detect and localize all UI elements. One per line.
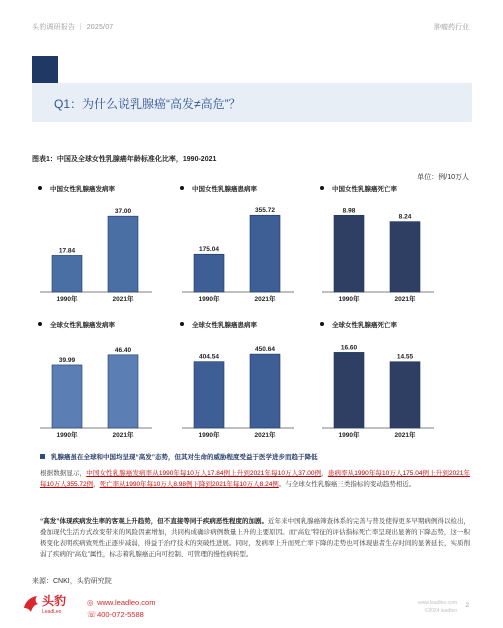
x-tick-label: 2021年 [394, 432, 416, 439]
x-tick-label: 2021年 [112, 432, 134, 439]
chart-panel-cn-incidence [34, 184, 174, 309]
bar-chart [176, 320, 316, 445]
data-label: 16.60 [340, 344, 358, 352]
page-number: 2 [465, 602, 469, 609]
x-tick-label: 2021年 [254, 296, 276, 303]
bar-2021年 [108, 216, 138, 292]
bar-chart [34, 320, 174, 445]
bar-1990年 [334, 352, 364, 428]
chart-panel-global-prevalence [176, 320, 316, 445]
x-tick-label: 1990年 [56, 296, 78, 303]
bar-1990年 [334, 215, 364, 292]
chart-title: 全球女性乳腺癌患病率 [192, 322, 257, 329]
phone-number: ☏ 400-072-5588 [87, 610, 144, 619]
data-label: 355.72 [255, 207, 275, 215]
data-label: 14.55 [396, 353, 414, 361]
data-label: 8.98 [342, 207, 356, 215]
x-tick-label: 1990年 [338, 296, 360, 303]
phone-icon: ☏ [87, 610, 97, 619]
data-label: 37.00 [114, 208, 132, 216]
x-tick-label: 1990年 [338, 432, 360, 439]
data-label: 175.04 [199, 246, 219, 254]
bar-2021年 [250, 215, 280, 292]
unit-note: 单位：例/10万人 [417, 174, 469, 181]
bar-chart [316, 320, 456, 445]
x-tick-label: 2021年 [254, 432, 276, 439]
chart-panel-global-mortality [316, 320, 456, 445]
footer-copyright: www.leadleo.com ©2024 leadleo [418, 600, 457, 614]
page-title: Q1：为什么说乳腺癌“高发≠高危”？ [54, 97, 241, 111]
paragraph-analysis: “高发”体现疾病发生率的客观上升趋势，但不直接等同于疾病恶性程度的加剧。近年来中国乳腺癌筛查体系的完善与普及使得更多早期病例得以检出，叠加现代生活方式改变带来的风险因素增加，共同构成确诊病例数量上升的主要原因。而“高危”特征的评估指标死亡率呈现出显著的下降态势，这一积极变化表明疾病致死性正逐步减弱，得益于治疗技术的突破性进展。同时，发病率上升而死亡率下降的走势也可体现患者生存时间的显著延长，实质削弱了疾病的“高危”属性，标志着乳腺癌正向可控制、可管理的慢性病转型。 [40, 518, 471, 558]
leopard-logo-icon [22, 594, 40, 614]
data-label: 39.99 [58, 356, 76, 364]
header-industry: 肿瘤药行业 [434, 24, 469, 31]
chart-panel-global-incidence [34, 320, 174, 445]
website-link[interactable]: ◎ www.leadleo.com [87, 598, 156, 607]
bar-1990年 [52, 255, 82, 292]
bar-2021年 [108, 355, 138, 428]
x-tick-label: 1990年 [56, 432, 78, 439]
bar-chart [34, 184, 174, 309]
source-note: 来源：CNKI，头豹研究院 [32, 578, 112, 585]
bar-1990年 [194, 254, 224, 292]
bar-chart [316, 184, 456, 309]
bar-2021年 [390, 362, 420, 428]
leadleo-logo: 头豹 LeadLeo [22, 592, 82, 622]
bar-2021年 [250, 354, 280, 428]
x-tick-label: 1990年 [198, 296, 220, 303]
contact-info [87, 597, 155, 621]
section-heading: 乳腺癌虽在全球和中国均呈现“高发”态势，但其对生命的威胁程度受益于医学进步而趋于降低 [40, 452, 318, 461]
bar-2021年 [390, 222, 420, 292]
chart-panel-cn-prevalence [176, 184, 316, 309]
chart-title: 中国女性乳腺癌发病率 [50, 186, 115, 193]
paragraph-data-summary: 根据数据显示，中国女性乳腺癌发病率从1990年每10万人17.84例上升到2021年每10万人37.00例，患病率从1990年每10万人175.04例上升到2021年每10万人355.72例，死亡率从1990年每10万人8.98例下降到2021年每10万人8.24例。与全球女性乳腺癌三类指标的变动趋势相近。 [40, 470, 471, 488]
chart-title: 中国女性乳腺癌患病率 [192, 186, 257, 193]
figure-title: 图表1：中国及全球女性乳腺癌年龄标准化比率，1990-2021 [32, 156, 217, 163]
header-breadcrumb: 头豹调研报告 ｜ 2025/07 [32, 24, 114, 31]
x-tick-label: 1990年 [198, 432, 220, 439]
globe-icon: ◎ [87, 598, 94, 607]
chart-title: 中国女性乳腺癌死亡率 [332, 186, 397, 193]
title-accent-block [32, 56, 58, 83]
x-tick-label: 2021年 [112, 296, 134, 303]
data-label: 17.84 [58, 247, 76, 255]
chart-panel-cn-mortality [316, 184, 456, 309]
bar-chart [176, 184, 316, 309]
bar-1990年 [194, 362, 224, 428]
bar-1990年 [52, 365, 82, 428]
chart-title: 全球女性乳腺癌发病率 [50, 322, 115, 329]
chart-title: 全球女性乳腺癌死亡率 [332, 322, 397, 329]
data-label: 46.40 [114, 346, 132, 354]
data-label: 404.54 [199, 353, 219, 361]
data-label: 8.24 [398, 213, 412, 221]
data-label: 450.64 [255, 346, 275, 354]
x-tick-label: 2021年 [394, 296, 416, 303]
square-bullet-icon [40, 454, 45, 459]
